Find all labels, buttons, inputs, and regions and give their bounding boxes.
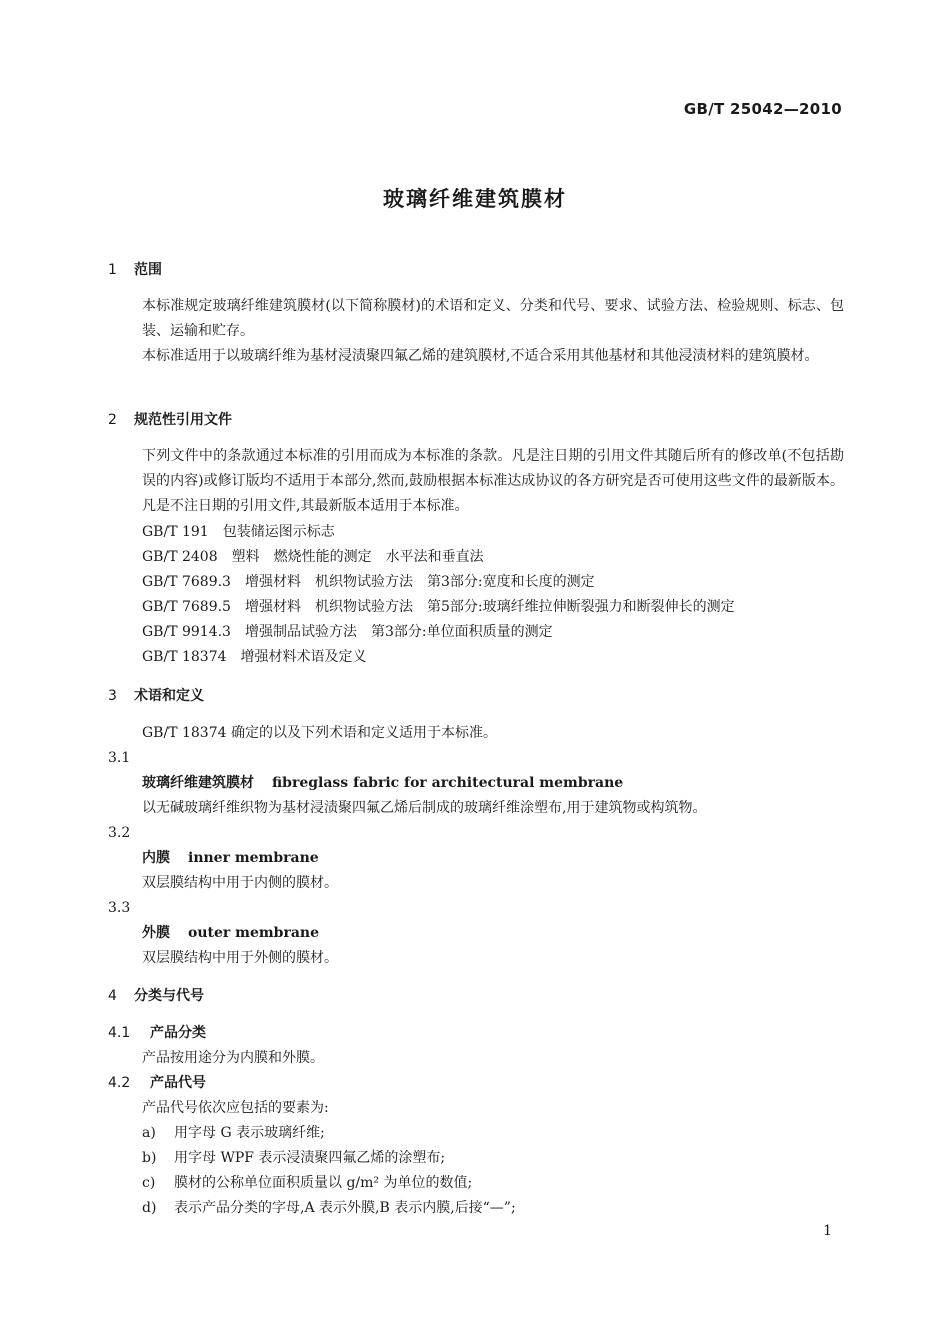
reference-title: 塑料 燃烧性能的测定 水平法和垂直法 [231, 549, 484, 565]
section-number: 2 [108, 412, 117, 428]
paragraph-text: 下列文件中的条款通过本标准的引用而成为本标准的条款。凡是注日期的引用文件其随后所有的修改单(不包括勘误的内容)或修订版均不适用于本部分,然而,鼓励根据本标准达成协议的各方研究是否可使用这些文件的最新版本。凡是不注日期的引用文件,其最新版本适用于本标准。 [142, 448, 844, 514]
subsection-4-1-heading [108, 1023, 844, 1043]
term-english: fibreglass fabric for architectural membrane [272, 775, 624, 791]
reference-item [142, 622, 844, 642]
list-marker: d) [142, 1200, 157, 1216]
reference-title: 增强材料术语及定义 [240, 649, 367, 665]
section-1-paragraph-2 [108, 344, 844, 369]
subsection-number: 4.1 [108, 1025, 131, 1041]
reference-code: GB/T 18374 [142, 649, 227, 665]
subsection-4-2-paragraph: 产品代号依次应包括的要素为: [142, 1100, 329, 1116]
term-english: outer membrane [188, 925, 319, 941]
term-definition: 双层膜结构中用于内侧的膜材。 [142, 875, 338, 891]
term-definition: 双层膜结构中用于外侧的膜材。 [142, 950, 338, 966]
section-2-paragraph-1 [108, 444, 844, 519]
reference-item [142, 522, 844, 542]
reference-item [142, 597, 844, 617]
list-text: 膜材的公称单位面积质量以 g/m² 为单位的数值; [174, 1175, 473, 1191]
document-title: 玻璃纤维建筑膜材 [383, 187, 567, 211]
list-text: 用字母 G 表示玻璃纤维; [174, 1125, 325, 1141]
section-3-paragraph-1: GB/T 18374 确定的以及下列术语和定义适用于本标准。 [142, 725, 497, 741]
term-heading [142, 773, 844, 793]
section-title: 范围 [134, 262, 162, 278]
list-marker: a) [142, 1125, 156, 1141]
term-chinese: 内膜 [142, 850, 170, 866]
term-english: inner membrane [188, 850, 319, 866]
list-text: 用字母 WPF 表示浸渍聚四氟乙烯的涂塑布; [174, 1150, 446, 1166]
section-2-heading [108, 410, 844, 430]
reference-code: GB/T 191 [142, 524, 209, 540]
list-item [142, 1198, 844, 1218]
section-number: 4 [108, 988, 117, 1004]
subsection-number: 4.2 [108, 1075, 131, 1091]
section-3-heading [108, 686, 844, 706]
reference-code: GB/T 2408 [142, 549, 218, 565]
subsection-4-2-heading [108, 1073, 844, 1093]
term-number: 3.2 [108, 825, 131, 841]
list-item [142, 1173, 844, 1193]
reference-code: GB/T 7689.5 [142, 599, 231, 615]
term-heading [142, 923, 844, 943]
section-1-heading [108, 260, 844, 280]
list-marker: b) [142, 1150, 157, 1166]
reference-code: GB/T 7689.3 [142, 574, 231, 590]
term-heading [142, 848, 844, 868]
list-item [142, 1148, 844, 1168]
subsection-4-1-paragraph: 产品按用途分为内膜和外膜。 [142, 1050, 324, 1066]
list-text: 表示产品分类的字母,A 表示外膜,B 表示内膜,后接“—”; [174, 1200, 516, 1216]
term-number: 3.3 [108, 900, 131, 916]
section-number: 3 [108, 688, 117, 704]
reference-title: 包装储运图示标志 [222, 524, 335, 540]
reference-item [142, 547, 844, 567]
reference-title: 增强材料 机织物试验方法 第5部分:玻璃纤维拉伸断裂强力和断裂伸长的测定 [244, 599, 735, 615]
term-definition: 以无碱玻璃纤维织物为基材浸渍聚四氟乙烯后制成的玻璃纤维涂塑布,用于建筑物或构筑物。 [142, 800, 707, 816]
page-number: 1 [823, 1223, 832, 1239]
section-title: 术语和定义 [134, 688, 204, 704]
reference-title: 增强材料 机织物试验方法 第3部分:宽度和长度的测定 [244, 574, 595, 590]
reference-item [142, 647, 844, 667]
section-4-heading [108, 986, 844, 1006]
term-number: 3.1 [108, 750, 131, 766]
subsection-title: 产品代号 [150, 1075, 206, 1091]
list-item [142, 1123, 844, 1143]
list-marker: c) [142, 1175, 156, 1191]
paragraph-text: 本标准适用于以玻璃纤维为基材浸渍聚四氟乙烯的建筑膜材,不适合采用其他基材和其他浸渍材料的建筑膜材。 [142, 348, 819, 364]
section-number: 1 [108, 262, 117, 278]
term-chinese: 玻璃纤维建筑膜材 [142, 775, 254, 791]
subsection-title: 产品分类 [150, 1025, 206, 1041]
reference-code: GB/T 9914.3 [142, 624, 231, 640]
reference-title: 增强制品试验方法 第3部分:单位面积质量的测定 [244, 624, 553, 640]
paragraph-text: 本标准规定玻璃纤维建筑膜材(以下简称膜材)的术语和定义、分类和代号、要求、试验方法、检验规则、标志、包装、运输和贮存。 [142, 298, 844, 339]
section-title: 规范性引用文件 [134, 412, 232, 428]
section-1-paragraph-1 [108, 294, 844, 344]
term-chinese: 外膜 [142, 925, 170, 941]
reference-item [142, 572, 844, 592]
section-title: 分类与代号 [134, 988, 204, 1004]
standard-number: GB/T 25042—2010 [683, 100, 842, 118]
